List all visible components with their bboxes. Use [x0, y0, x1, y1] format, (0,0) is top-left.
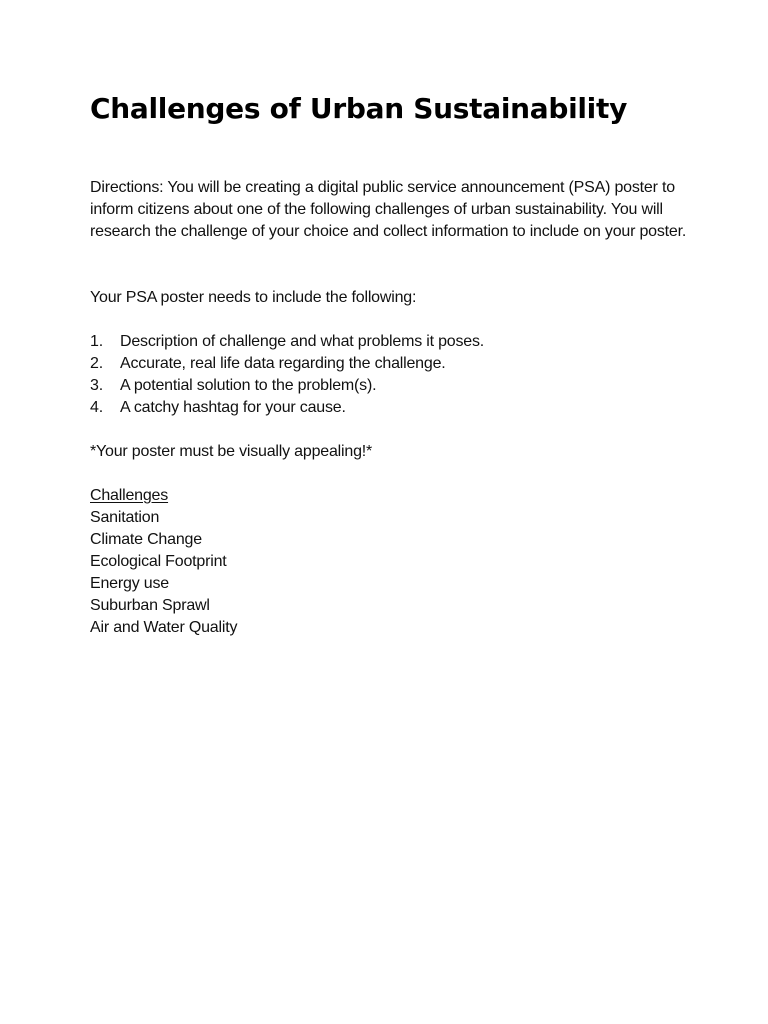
challenge-item-energy-use: Energy use	[90, 575, 169, 592]
requirement-number: 1.	[90, 333, 103, 350]
challenges-heading: Challenges	[90, 487, 169, 504]
requirement-text: A potential solution to the problem(s).	[120, 377, 377, 394]
requirements-intro: Your PSA poster needs to include the following:	[90, 289, 417, 306]
requirement-number: 3.	[90, 377, 103, 394]
requirement-item	[90, 353, 484, 375]
requirement-item	[90, 375, 484, 397]
directions-paragraph: Directions: You will be creating a digital public service announcement (PSA) poster to inform citizens about one of the following challenges of urban sustainability. You will research the challenge of your choice and collect information to include on your poster.	[90, 179, 687, 240]
requirement-item	[90, 397, 484, 419]
challenge-item-sanitation: Sanitation	[90, 509, 160, 526]
visual-appeal-note: *Your poster must be visually appealing!*	[90, 443, 373, 460]
requirement-number: 2.	[90, 355, 103, 372]
challenge-item-ecological-footprint: Ecological Footprint	[90, 553, 227, 570]
requirements-list	[90, 331, 484, 419]
challenges-list	[90, 485, 237, 639]
requirement-text: A catchy hashtag for your cause.	[120, 399, 346, 416]
page-title: Challenges of Urban Sustainability	[90, 92, 628, 125]
requirement-text: Accurate, real life data regarding the challenge.	[120, 355, 446, 372]
challenge-item-air-water-quality: Air and Water Quality	[90, 619, 238, 636]
requirement-number: 4.	[90, 399, 103, 416]
requirement-item	[90, 331, 484, 353]
requirement-text: Description of challenge and what problems it poses.	[120, 333, 485, 350]
challenge-item-suburban-sprawl: Suburban Sprawl	[90, 597, 210, 614]
challenge-item-climate-change: Climate Change	[90, 531, 202, 548]
